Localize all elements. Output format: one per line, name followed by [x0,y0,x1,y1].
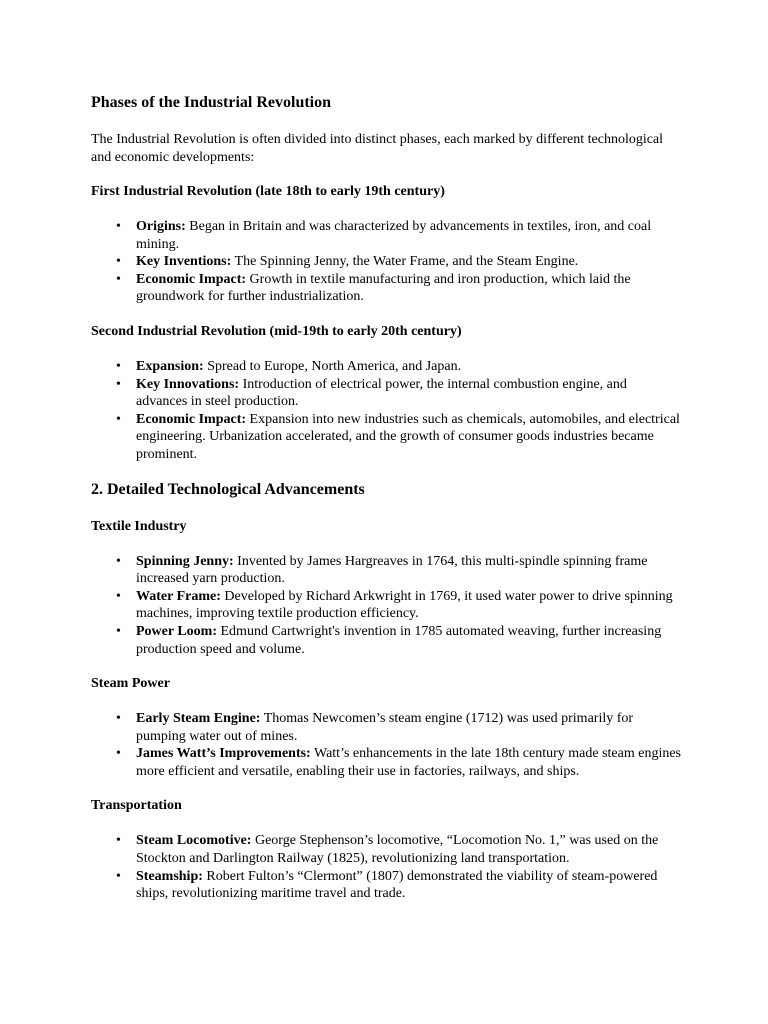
list-item [136,588,681,623]
item-label: Key Inventions: [136,254,232,270]
steam-heading: Steam Power [91,676,170,692]
transport-heading: Transportation [91,798,182,814]
item-label: Origins: [136,219,186,234]
item-text: Thomas Newcomen’s steam engine (1712) was used primarily for pumping water out of mines. [136,711,634,744]
item-text: The Spinning Jenny, the Water Frame, and the Steam Engine. [231,254,579,270]
list-item [136,358,681,376]
item-label: Economic Impact: [136,271,247,287]
first-revolution-heading: First Industrial Revolution (late 18th to early 19th century) [91,184,445,199]
list-item [136,271,681,306]
list-item [136,832,681,867]
list-item [136,710,681,745]
list-item [136,868,681,903]
document-content [91,94,681,920]
transport-list [91,832,681,902]
list-item [136,253,681,271]
list-item [136,411,681,464]
list-item [136,376,681,411]
item-text: Growth in textile manufacturing and iron production, which laid the groundwork for further industrialization. [136,271,631,305]
list-item [136,553,681,588]
item-label: Spinning Jenny: [136,553,234,569]
item-label: Water Frame: [136,588,221,604]
item-label: Key Innovations: [136,376,240,392]
item-text: Began in Britain and was characterized by advancements in textiles, iron, and coal mining. [136,219,652,252]
item-label: Steamship: [136,868,203,884]
list-item [136,218,681,253]
item-label: Steam Locomotive: [136,833,252,849]
item-label: Economic Impact: [136,411,247,427]
item-label: Expansion: [136,358,204,374]
item-text: Invented by James Hargreaves in 1764, this multi-spindle spinning frame increased yarn production. [136,553,648,587]
item-text: Watt’s enhancements in the late 18th century made steam engines more efficient and versatile, enabling their use in factories, railways, and ships. [136,746,682,779]
item-text: George Stephenson’s locomotive, “Locomotion No. 1,” was used on the Stockton and Darlington Railway (1825), revolutionizing land transportation. [136,833,659,867]
item-text: Robert Fulton’s “Clermont” (1807) demonstrated the viability of steam-powered ships, revolutionizing maritime travel and trade. [136,868,658,902]
section-2-heading: 2. Detailed Technological Advancements [91,480,365,498]
item-text: Introduction of electrical power, the internal combustion engine, and advances in steel production. [136,376,627,410]
steam-list [91,710,681,780]
item-label: Power Loom: [136,623,217,639]
item-text: Developed by Richard Arkwright in 1769, it used water power to drive spinning machines, improving textile production efficiency. [136,588,673,622]
list-item [136,745,681,780]
item-label: James Watt’s Improvements: [136,746,311,762]
item-text: Expansion into new industries such as chemicals, automobiles, and electrical engineering. Urbanization accelerated, and the growth of consumer goods industries became prominent. [136,411,680,462]
intro-paragraph: The Industrial Revolution is often divided into distinct phases, each marked by different technological and economic developments: [91,132,664,165]
textile-list [91,553,681,659]
second-revolution-list [91,358,681,464]
first-revolution-list [91,218,681,306]
item-text: Spread to Europe, North America, and Japan. [203,358,462,374]
list-item [136,623,681,658]
textile-heading: Textile Industry [91,518,187,534]
item-text: Edmund Cartwright's invention in 1785 automated weaving, further increasing production speed and volume. [136,623,662,657]
page-title: Phases of the Industrial Revolution [91,94,332,111]
item-label: Early Steam Engine: [136,711,261,727]
second-revolution-heading: Second Industrial Revolution (mid-19th to early 20th century) [91,323,462,339]
